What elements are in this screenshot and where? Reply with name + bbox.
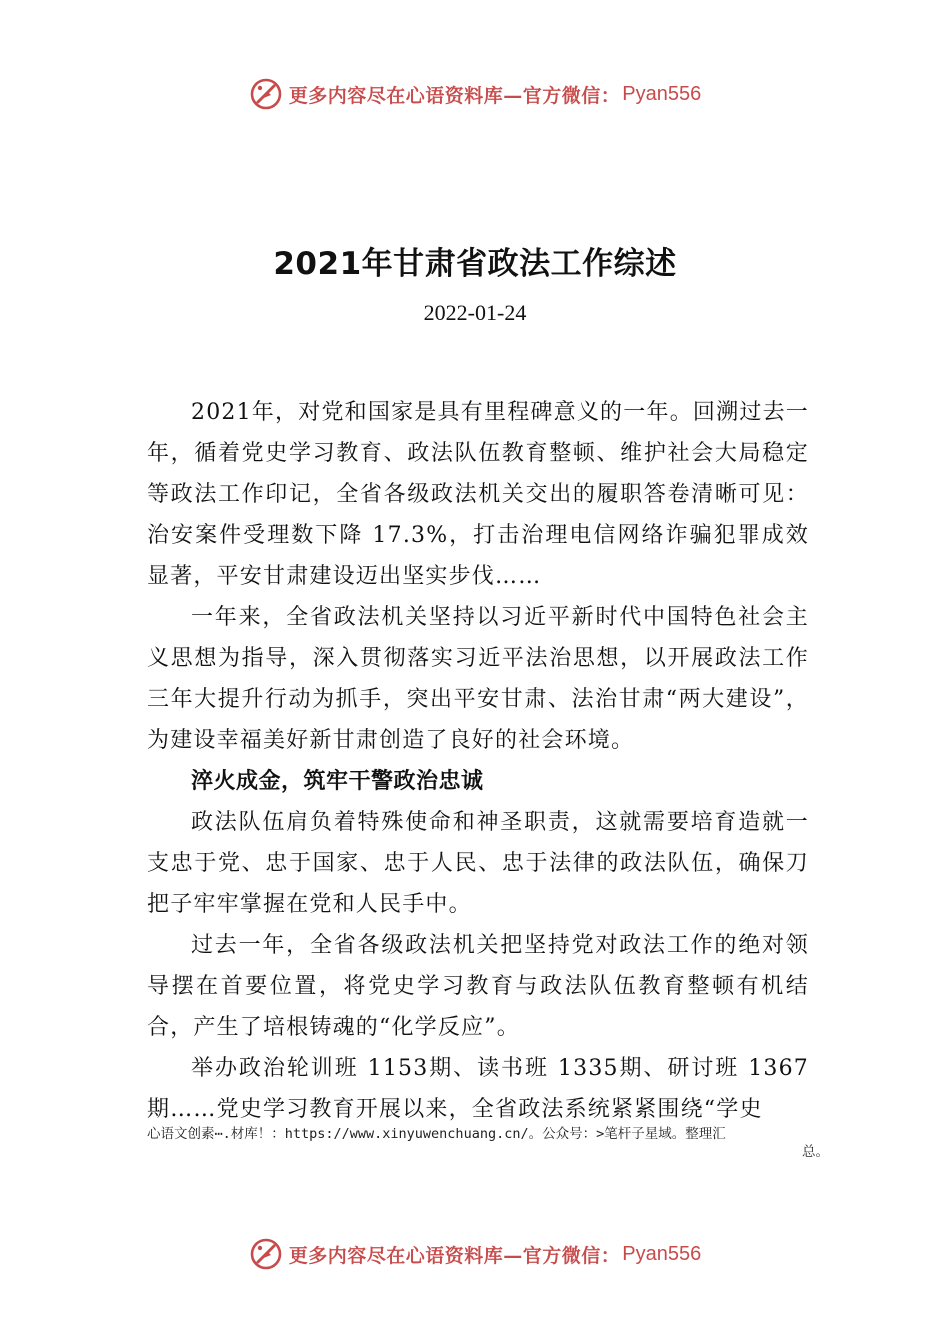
paragraph: 一年来，全省政法机关坚持以习近平新时代中国特色社会主义思想为指导，深入贯彻落实习近平法治思想，以开展政法工作三年大提升行动为抓手，突出平安甘肃、法治甘肃“两大建设”，为建设幸福美好新甘肃创造了良好的社会环境。: [147, 605, 809, 753]
banner-wechat-id: Pyan556: [622, 82, 702, 105]
banner-text: 更多内容尽在心语资料库—官方微信：: [288, 84, 621, 107]
paragraph: 过去一年，全省各级政法机关把坚持党对政法工作的绝对领导摆在首要位置，将党史学习教育与政法队伍教育整顿有机结合，产生了培根铸魂的“化学反应”。: [147, 933, 809, 1040]
banner-wechat-id: Pyan556: [622, 1242, 702, 1265]
section-heading: 淬火成金，筑牢干警政治忠诚: [191, 769, 484, 794]
footnote-tail: 总。: [802, 1144, 829, 1160]
footer-banner: [0, 1234, 950, 1274]
paragraph: 举办政治轮训班 1153期、读书班 1335期、研讨班 1367期……党史学习教育开展以来，全省政法系统紧紧围绕“学史: [147, 1056, 809, 1122]
footnote-main: 心语文创素⋯.材库！：https://www.xinyuwenchuang.cn/。公众号：>笔杆子星域。整理汇: [147, 1126, 726, 1142]
article-date: 2022-01-24: [423, 300, 527, 325]
article-body: [147, 392, 809, 1130]
banner-text: 更多内容尽在心语资料库—官方微信：: [288, 1244, 621, 1267]
article-title: 2021年甘肃省政法工作综述: [273, 246, 677, 282]
pen-nib-logo-icon: [249, 1237, 283, 1271]
source-footnote: [147, 1125, 837, 1161]
pen-nib-logo-icon: [249, 77, 283, 111]
paragraph: 政法队伍肩负着特殊使命和神圣职责，这就需要培育造就一支忠于党、忠于国家、忠于人民、忠于法律的政法队伍，确保刀把子牢牢掌握在党和人民手中。: [147, 810, 809, 917]
paragraph: 2021年，对党和国家是具有里程碑意义的一年。回溯过去一年，循着党史学习教育、政法队伍教育整顿、维护社会大局稳定等政法工作印记，全省各级政法机关交出的履职答卷清晰可见：治安案件受理数下降 17.3%，打击治理电信网络诈骗犯罪成效显著，平安甘肃建设迈出坚实步伐……: [147, 400, 809, 589]
header-banner: [0, 74, 950, 114]
